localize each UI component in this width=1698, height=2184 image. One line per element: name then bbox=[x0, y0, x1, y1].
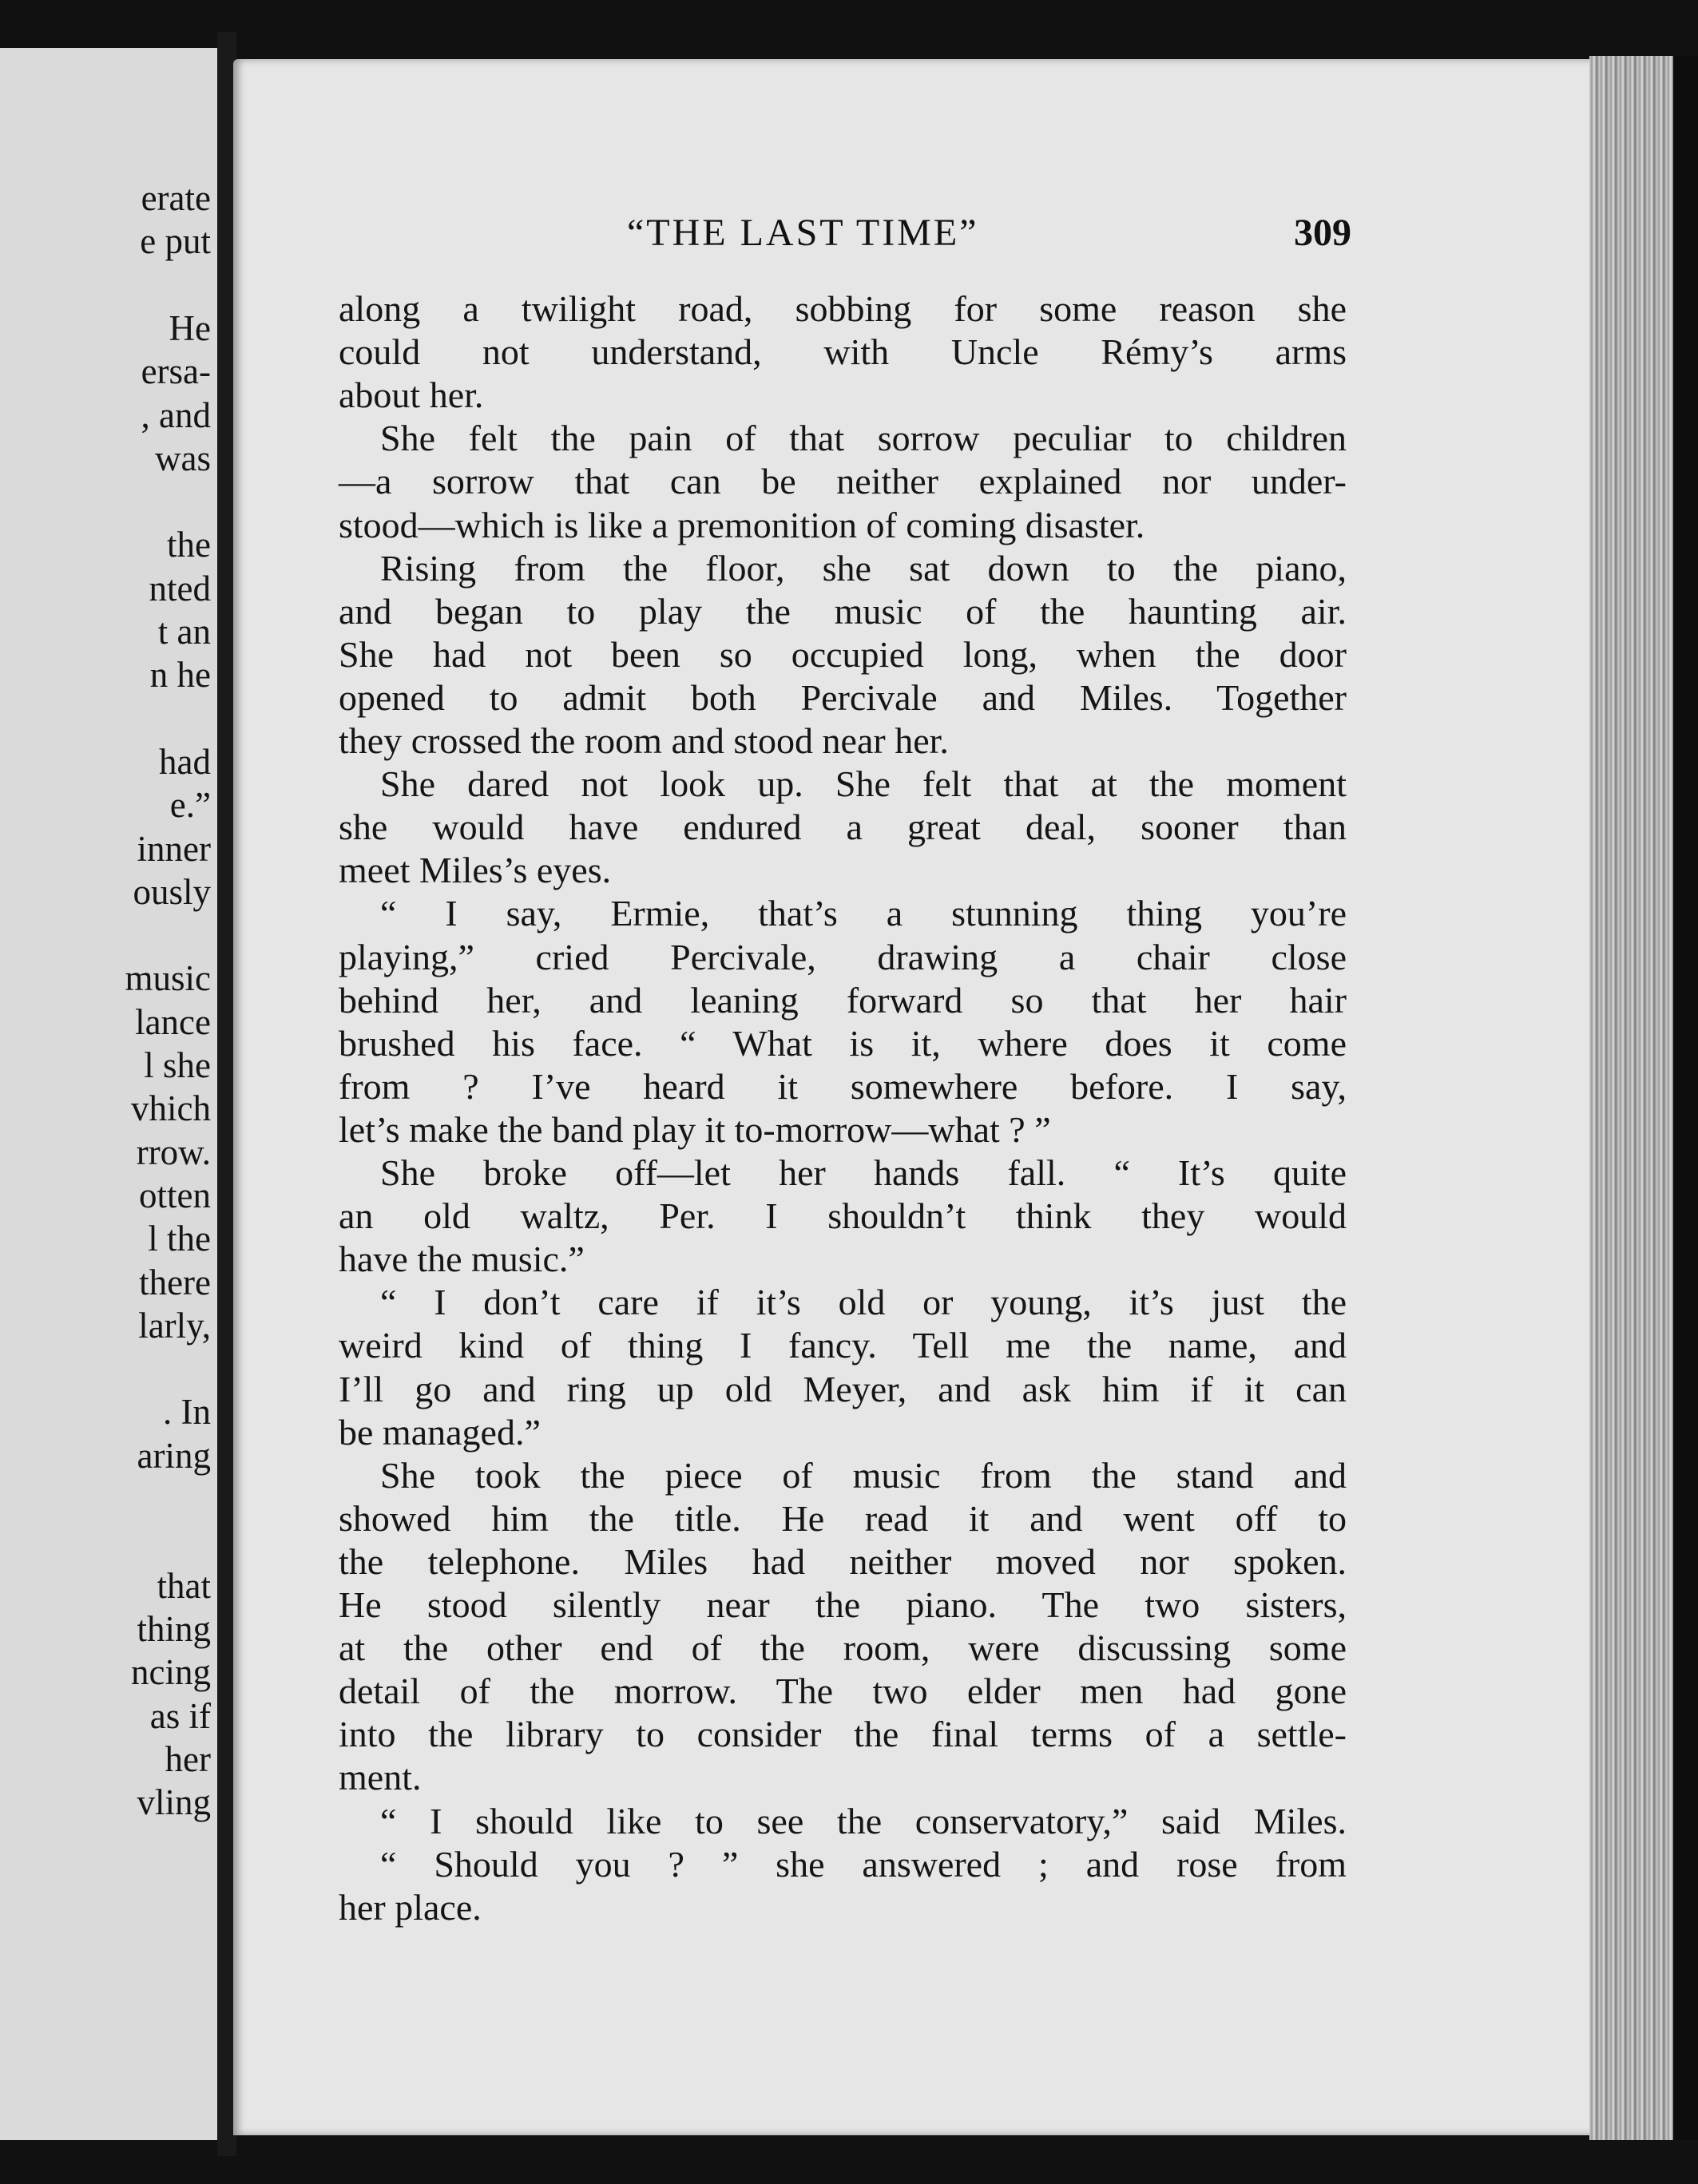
text-line: She took the piece of music from the stand and bbox=[380, 1454, 1347, 1496]
left-page-line: l she bbox=[144, 1045, 211, 1085]
text-line: be managed.” bbox=[339, 1411, 541, 1453]
text-line: showed him the title. He read it and went off to bbox=[339, 1497, 1347, 1539]
text-line: and began to play the music of the haunting air. bbox=[339, 590, 1347, 632]
text-line: she would have endured a great deal, sooner than bbox=[339, 807, 1347, 848]
text-line: She broke off—let her hands fall. “ It’s quite bbox=[380, 1152, 1347, 1193]
text-line: detail of the morrow. The two elder men had gone bbox=[339, 1671, 1347, 1712]
text-line: playing,” cried Percivale, drawing a chair close bbox=[339, 936, 1347, 977]
page-edges bbox=[1589, 56, 1677, 2140]
left-page-line: was bbox=[155, 438, 211, 478]
left-page-line: He bbox=[169, 307, 211, 348]
left-page-line: nted bbox=[149, 568, 211, 608]
left-page-line: thing bbox=[137, 1608, 211, 1649]
text-line: at the other end of the room, were discussing some bbox=[339, 1627, 1347, 1669]
text-line: about her. bbox=[339, 375, 484, 416]
text-line: She had not been so occupied long, when the door bbox=[339, 633, 1347, 675]
text-line: could not understand, with Uncle Rémy’s arms bbox=[339, 331, 1347, 373]
text-line: behind her, and leaning forward so that her hair bbox=[339, 979, 1347, 1021]
text-line: into the library to consider the final terms of a settle- bbox=[339, 1714, 1347, 1755]
left-page-line: otten bbox=[139, 1175, 211, 1215]
text-line: an old waltz, Per. I shouldn’t think they would bbox=[339, 1195, 1347, 1237]
left-facing-page bbox=[0, 48, 217, 2140]
text-line: “ I don’t care if it’s old or young, it’s just the bbox=[380, 1282, 1347, 1323]
text-line: the telephone. Miles had neither moved nor spoken. bbox=[339, 1540, 1347, 1582]
left-page-line: , and bbox=[141, 394, 211, 435]
left-page-line: l the bbox=[148, 1219, 211, 1259]
text-line: She dared not look up. She felt that at the moment bbox=[380, 763, 1347, 805]
text-line: ment. bbox=[339, 1757, 422, 1798]
left-page-line: had bbox=[159, 741, 211, 782]
left-page-line: t an bbox=[157, 612, 211, 652]
left-page-line: vling bbox=[137, 1782, 211, 1823]
left-page-line: inner bbox=[137, 828, 211, 869]
left-page-line: n he bbox=[149, 655, 211, 696]
text-line: along a twilight road, sobbing for some reason she bbox=[339, 288, 1347, 329]
text-line: Rising from the floor, she sat down to the piano, bbox=[380, 547, 1347, 589]
page-edges-shadow bbox=[1673, 56, 1698, 2140]
left-page-line: ersa- bbox=[141, 351, 211, 392]
left-page-line: vhich bbox=[131, 1088, 211, 1129]
left-page-line: lance bbox=[135, 1001, 211, 1042]
text-line: meet Miles’s eyes. bbox=[339, 850, 612, 891]
text-line: opened to admit both Percivale and Miles. Together bbox=[339, 676, 1347, 718]
text-line: have the music.” bbox=[339, 1239, 585, 1280]
left-page-line: e put bbox=[140, 221, 211, 262]
left-page-line: the bbox=[167, 525, 211, 565]
left-page-line: larly, bbox=[138, 1305, 211, 1346]
left-page-line: ously bbox=[133, 871, 211, 912]
text-line: “ I should like to see the conservatory,” said Miles. bbox=[380, 1800, 1347, 1841]
text-line: He stood silently near the piano. The two sisters, bbox=[339, 1584, 1347, 1625]
left-page-line: e.” bbox=[169, 785, 211, 826]
left-page-line: as if bbox=[149, 1695, 211, 1736]
left-page-line: music bbox=[125, 958, 211, 999]
left-page-line: ncing bbox=[131, 1652, 211, 1693]
left-page-line: there bbox=[139, 1262, 211, 1302]
left-page-line: that bbox=[157, 1565, 211, 1606]
text-line: “ I say, Ermie, that’s a stunning thing you’re bbox=[380, 893, 1347, 934]
page-header bbox=[233, 211, 1595, 267]
text-line: from ? I’ve heard it somewhere before. I say, bbox=[339, 1065, 1347, 1107]
left-page-line: aring bbox=[137, 1435, 211, 1476]
text-line: her place. bbox=[339, 1886, 482, 1928]
page-number: 309 bbox=[1294, 212, 1351, 254]
text-line: let’s make the band play it to-morrow—what ? ” bbox=[339, 1108, 1051, 1150]
left-page-line: her bbox=[165, 1738, 211, 1779]
text-line: I’ll go and ring up old Meyer, and ask him if it can bbox=[339, 1368, 1347, 1409]
text-line: brushed his face. “ What is it, where does it come bbox=[339, 1022, 1347, 1064]
left-page-line: . In bbox=[163, 1392, 211, 1433]
text-line: stood—which is like a premonition of coming disaster. bbox=[339, 504, 1145, 545]
right-page bbox=[233, 59, 1595, 2135]
running-title: “THE LAST TIME” bbox=[627, 212, 979, 254]
left-page-line: rrow. bbox=[136, 1132, 211, 1172]
text-line: She felt the pain of that sorrow peculiar to children bbox=[380, 418, 1347, 459]
text-line: they crossed the room and stood near her. bbox=[339, 720, 949, 761]
text-line: “ Should you ? ” she answered ; and rose from bbox=[380, 1843, 1347, 1885]
text-line: weird kind of thing I fancy. Tell me the name, and bbox=[339, 1325, 1347, 1366]
left-page-line: erate bbox=[141, 178, 211, 218]
text-line: —a sorrow that can be neither explained nor under- bbox=[339, 461, 1347, 502]
